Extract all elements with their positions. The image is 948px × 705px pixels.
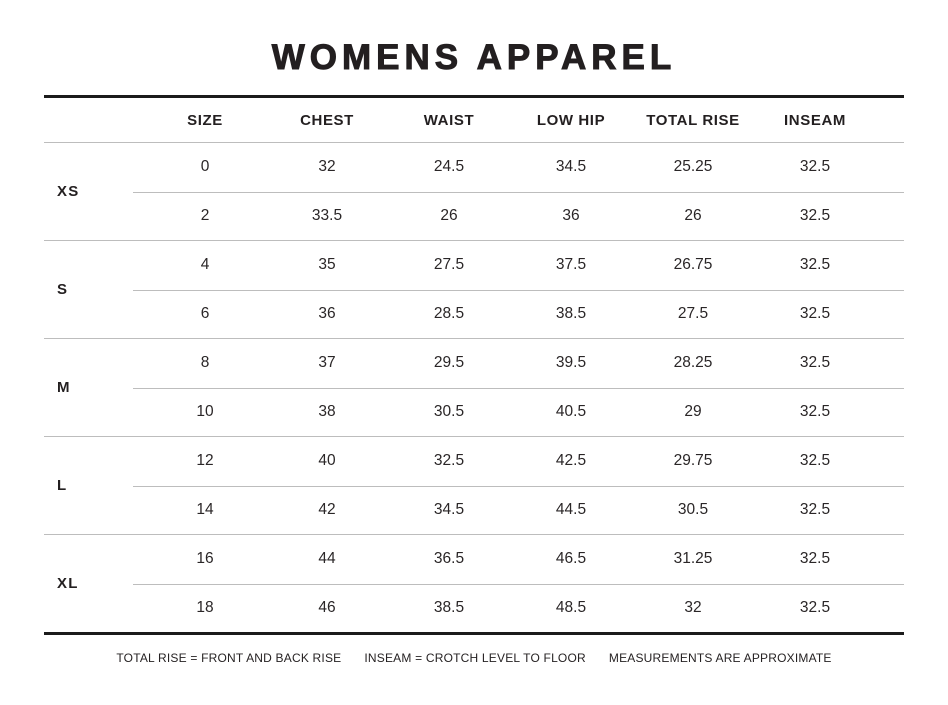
table-cell: 8	[200, 354, 210, 372]
table-cell: 31.25	[673, 550, 713, 568]
table-cell: 40	[318, 452, 336, 470]
table-cell: 29.75	[673, 452, 713, 470]
row-divider	[133, 192, 904, 193]
size-group-label-s: S	[57, 281, 69, 298]
table-cell: 32.5	[799, 500, 831, 518]
table-cell: 10	[196, 402, 214, 420]
table-cell: 39.5	[555, 354, 587, 372]
row-divider	[133, 388, 904, 389]
table-cell: 40.5	[555, 402, 587, 420]
table-cell: 12	[196, 452, 214, 470]
column-header-chest: CHEST	[300, 111, 354, 129]
row-divider	[133, 584, 904, 585]
page-title: WOMENS APPAREL	[271, 38, 677, 77]
column-header-total-rise: TOTAL RISE	[646, 111, 740, 129]
table-cell: 29.5	[433, 354, 465, 372]
table-cell: 6	[200, 304, 210, 322]
table-cell: 32.5	[799, 598, 831, 616]
size-group-s	[44, 240, 904, 338]
table-cell: 32	[684, 598, 702, 616]
column-header-inseam: INSEAM	[784, 111, 846, 129]
footnote-total-rise: TOTAL RISE = FRONT AND BACK RISE	[116, 651, 342, 665]
size-group-xs	[44, 142, 904, 240]
table-cell: 32.5	[799, 452, 831, 470]
table-cell: 32.5	[799, 402, 831, 420]
table-cell: 2	[200, 206, 210, 224]
table-cell: 46.5	[555, 550, 587, 568]
table-cell: 35	[318, 256, 336, 274]
table-cell: 38.5	[433, 598, 465, 616]
table-cell: 0	[200, 158, 210, 176]
footnotes	[0, 651, 948, 665]
table-cell: 44.5	[555, 500, 587, 518]
table-cell: 32	[318, 158, 336, 176]
table-cell: 32.5	[799, 550, 831, 568]
table-cell: 48.5	[555, 598, 587, 616]
table-cell: 32.5	[799, 304, 831, 322]
table-cell: 42.5	[555, 452, 587, 470]
table-cell: 28.25	[673, 354, 713, 372]
row-divider	[133, 290, 904, 291]
table-cell: 29	[684, 402, 702, 420]
size-group-label-m: M	[57, 379, 71, 396]
table-cell: 28.5	[433, 304, 465, 322]
column-header-waist: WAIST	[423, 111, 475, 129]
row-divider	[133, 486, 904, 487]
column-header-size: SIZE	[187, 111, 223, 129]
table-cell: 16	[196, 550, 214, 568]
size-group-label-xs: XS	[57, 183, 80, 200]
table-cell: 34.5	[433, 500, 465, 518]
table-cell: 32.5	[799, 256, 831, 274]
table-cell: 46	[318, 598, 336, 616]
table-cell: 38	[318, 402, 336, 420]
table-cell: 30.5	[677, 500, 709, 518]
column-header-low-hip: LOW HIP	[536, 111, 606, 129]
table-cell: 42	[318, 500, 336, 518]
footnote-measurements: MEASUREMENTS ARE APPROXIMATE	[608, 651, 832, 665]
table-cell: 27.5	[433, 256, 465, 274]
size-group-label-xl: XL	[57, 575, 79, 592]
table-cell: 24.5	[433, 158, 465, 176]
table-cell: 36.5	[433, 550, 465, 568]
table-cell: 4	[200, 256, 210, 274]
table-cell: 32.5	[799, 158, 831, 176]
table-cell: 18	[196, 598, 214, 616]
table-header-row	[44, 98, 904, 142]
table-cell: 36	[318, 304, 336, 322]
table-cell: 26.75	[673, 256, 713, 274]
size-chart-table	[44, 142, 904, 632]
size-group-label-l: L	[57, 477, 68, 494]
bottom-rule	[44, 632, 904, 635]
size-group-xl	[44, 534, 904, 632]
footnote-inseam: INSEAM = CROTCH LEVEL TO FLOOR	[364, 651, 586, 665]
size-group-l	[44, 436, 904, 534]
table-cell: 14	[196, 500, 214, 518]
size-group-m	[44, 338, 904, 436]
table-cell: 33.5	[311, 206, 343, 224]
table-cell: 25.25	[673, 158, 713, 176]
table-cell: 32.5	[799, 354, 831, 372]
table-cell: 36	[562, 206, 580, 224]
table-cell: 38.5	[555, 304, 587, 322]
table-cell: 37	[318, 354, 336, 372]
table-cell: 26	[684, 206, 702, 224]
table-cell: 26	[440, 206, 458, 224]
table-cell: 27.5	[677, 304, 709, 322]
table-cell: 37.5	[555, 256, 587, 274]
table-cell: 32.5	[799, 206, 831, 224]
table-cell: 32.5	[433, 452, 465, 470]
table-cell: 34.5	[555, 158, 587, 176]
table-cell: 44	[318, 550, 336, 568]
table-cell: 30.5	[433, 402, 465, 420]
